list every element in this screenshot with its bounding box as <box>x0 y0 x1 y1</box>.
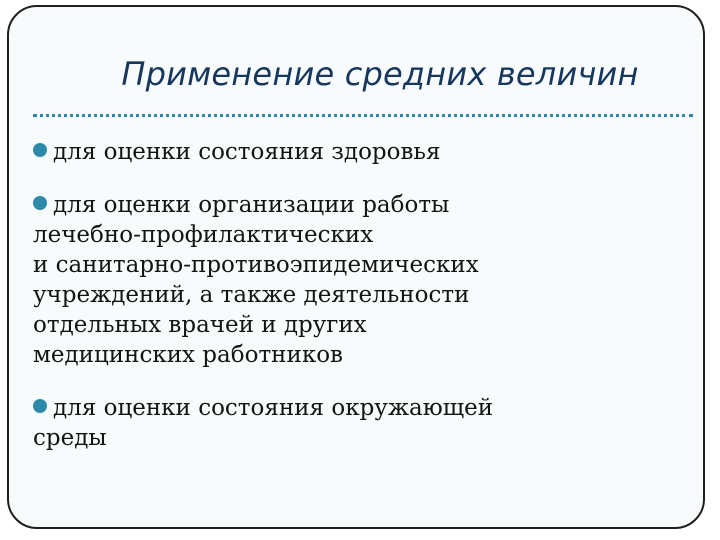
bullet-list <box>33 137 693 453</box>
bullet-item <box>33 137 693 167</box>
bullet-text-line: для оценки организации работы <box>53 192 450 218</box>
bullet-text-continuation: лечебно-профилактических и санитарно-противоэпидемических учреждений, а также деятельности отдельных врачей и других медицинских работников <box>33 222 479 368</box>
bullet-text-line: для оценки состояния здоровья <box>53 139 441 165</box>
bullet-item <box>33 190 693 370</box>
bullet-dot-icon <box>33 399 47 413</box>
bullet-item <box>33 393 693 453</box>
slide-title: Применение средних величин <box>121 55 639 93</box>
title-divider <box>33 114 693 117</box>
bullet-dot-icon <box>33 143 47 157</box>
bullet-text-continuation: среды <box>33 425 107 451</box>
bullet-text-line: для оценки состояния окружающей <box>53 395 494 421</box>
bullet-dot-icon <box>33 196 47 210</box>
